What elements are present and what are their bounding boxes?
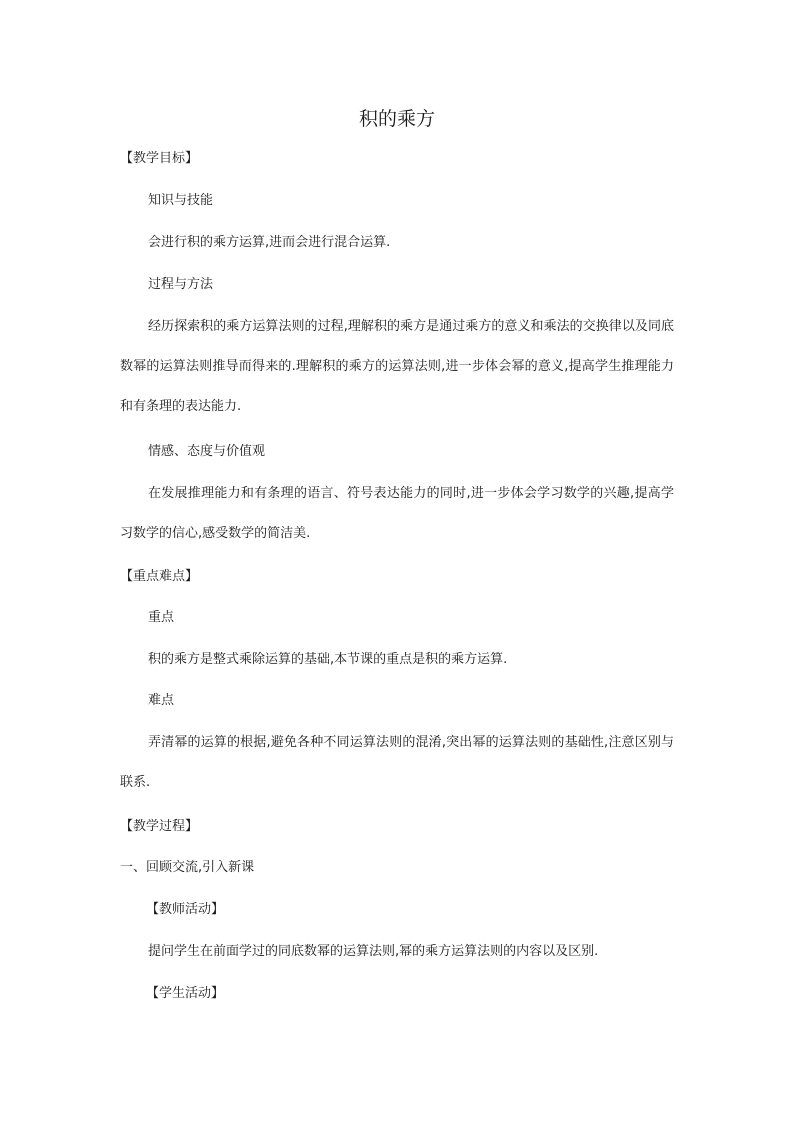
emotion-text: 在发展推理能力和有条理的语言、符号表达能力的同时,进一步体会学习数学的兴趣,提高学习数学的信心,感受数学的简洁美. xyxy=(120,486,674,541)
knowledge-skill-text: 会进行积的乘方运算,进而会进行混合运算. xyxy=(148,235,391,250)
emotion-heading: 情感、态度与价值观 xyxy=(148,444,266,459)
process-method-heading: 过程与方法 xyxy=(148,277,214,292)
document-title: 积的乘方 xyxy=(358,108,435,130)
key-text: 积的乘方是整式乘除运算的基础,本节课的重点是积的乘方运算. xyxy=(148,652,508,667)
teaching-process-heading: 【教学过程】 xyxy=(120,819,199,834)
teacher-activity-text: 提问学生在前面学过的同底数幂的运算法则,幂的乘方运算法则的内容以及区别. xyxy=(148,944,599,959)
key-heading: 重点 xyxy=(148,610,175,625)
difficult-heading: 难点 xyxy=(148,693,175,708)
student-activity-heading: 【学生活动】 xyxy=(146,986,225,1001)
process-method-text: 经历探索积的乘方运算法则的过程,理解积的乘方是通过乘方的意义和乘法的交换律以及同底数幂的运算法则推导而得来的.理解积的乘方的运算法则,进一步体会幂的意义,提高学生推理能力和有条理的表达能力. xyxy=(120,319,674,414)
teaching-goals-heading: 【教学目标】 xyxy=(120,151,199,166)
knowledge-skill-heading: 知识与技能 xyxy=(148,193,214,208)
section-one-heading: 一、回顾交流,引入新课 xyxy=(120,860,255,875)
teacher-activity-heading: 【教师活动】 xyxy=(146,902,225,917)
difficult-text: 弄清幂的运算的根据,避免各种不同运算法则的混淆,突出幂的运算法则的基础性,注意区别与联系. xyxy=(120,735,674,790)
key-difficult-heading: 【重点难点】 xyxy=(120,569,199,584)
